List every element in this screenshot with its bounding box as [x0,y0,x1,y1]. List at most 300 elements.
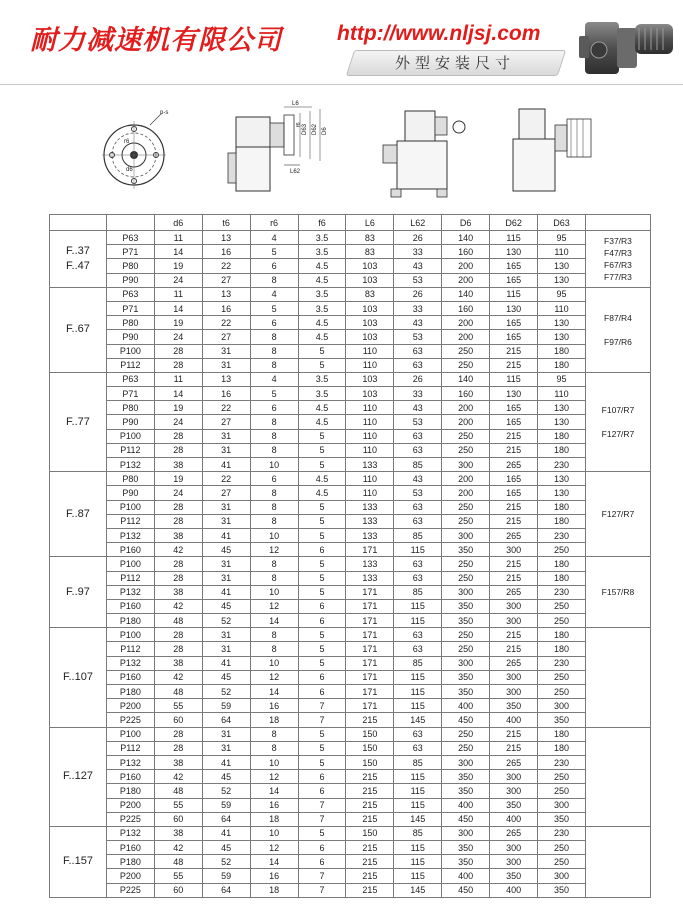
dimension-cell: 8 [250,429,298,443]
dimension-cell: 4.5 [298,486,346,500]
column-header-r6: r6 [250,215,298,231]
table-row [50,316,651,330]
dimension-cell: 31 [202,727,250,741]
dimension-cell: 5 [298,358,346,372]
dimension-cell: 3.5 [298,231,346,245]
dimension-cell: 4.5 [298,259,346,273]
dimension-cell: 300 [538,699,586,713]
flange-size-cell: P71 [106,387,154,401]
dimension-cell: 19 [154,259,202,273]
flange-size-cell: P90 [106,486,154,500]
compatible-models-cell: F107/R7 F127/R7 [585,372,650,471]
dimension-cell: 6 [250,316,298,330]
dimension-cell: 63 [394,514,442,528]
flange-size-cell: P100 [106,344,154,358]
dimension-cell: 16 [250,699,298,713]
dimension-cell: 12 [250,599,298,613]
side-section-drawing [224,95,354,205]
label-n-s: n-s [160,110,169,116]
dimension-cell: 41 [202,458,250,472]
dimension-cell: 171 [346,642,394,656]
dimension-cell: 130 [538,273,586,287]
model-group-cell: F..77 [50,372,107,471]
table-row [50,741,651,755]
dimension-cell: 115 [394,798,442,812]
dimension-cell: 7 [298,798,346,812]
table-row [50,514,651,528]
table-row [50,883,651,897]
label-L6: L6 [292,101,299,107]
dimension-cell: 215 [490,741,538,755]
table-row [50,259,651,273]
dimension-cell: 16 [202,301,250,315]
dimension-cell: 85 [394,826,442,840]
dimension-cell: 5 [298,500,346,514]
dimension-cell: 115 [490,231,538,245]
dimension-cell: 180 [538,557,586,571]
dimension-cell: 110 [538,245,586,259]
dimension-cell: 33 [394,301,442,315]
dimension-cell: 180 [538,741,586,755]
dimension-cell: 350 [538,713,586,727]
dimension-cell: 180 [538,642,586,656]
dimension-cell: 300 [490,599,538,613]
dimension-cell: 350 [538,812,586,826]
dimension-cell: 115 [394,543,442,557]
dimension-cell: 250 [538,614,586,628]
dimension-cell: 165 [490,273,538,287]
dimension-cell: 171 [346,699,394,713]
dimension-cell: 4 [250,231,298,245]
dimension-cell: 180 [538,429,586,443]
dimension-cell: 215 [490,571,538,585]
dimension-cell: 350 [538,883,586,897]
dimension-cell: 60 [154,812,202,826]
dimension-cell: 350 [490,798,538,812]
dimension-cell: 165 [490,401,538,415]
dimension-cell: 5 [250,301,298,315]
table-row [50,500,651,514]
dimension-cell: 8 [250,415,298,429]
dimension-cell: 28 [154,642,202,656]
flange-size-cell: P225 [106,713,154,727]
label-r6: r6 [124,139,130,145]
dimension-cell: 400 [442,699,490,713]
dimension-cell: 4.5 [298,401,346,415]
dimension-cell: 8 [250,486,298,500]
dimension-cell: 52 [202,855,250,869]
dimension-cell: 83 [346,245,394,259]
dimension-cell: 130 [538,330,586,344]
dimension-cell: 250 [538,770,586,784]
dimension-cell: 8 [250,330,298,344]
dimension-cell: 215 [346,713,394,727]
dimension-cell: 215 [490,429,538,443]
dimension-cell: 215 [490,628,538,642]
dimension-cell: 63 [394,429,442,443]
dimension-cell: 265 [490,585,538,599]
table-row [50,642,651,656]
dimension-cell: 165 [490,259,538,273]
dimension-cell: 26 [394,372,442,386]
dimension-cell: 38 [154,755,202,769]
dimension-cell: 85 [394,656,442,670]
dimension-cell: 171 [346,685,394,699]
dimension-cell: 200 [442,415,490,429]
dimension-cell: 63 [394,557,442,571]
dimension-cell: 215 [346,812,394,826]
dimension-cell: 5 [298,429,346,443]
dimension-cell: 145 [394,883,442,897]
flange-size-cell: P180 [106,784,154,798]
dimension-table [49,214,651,898]
dimension-cell: 3.5 [298,287,346,301]
dimension-cell: 43 [394,259,442,273]
dimension-cell: 85 [394,585,442,599]
flange-size-cell: P160 [106,543,154,557]
dimension-cell: 115 [394,770,442,784]
table-row [50,841,651,855]
label-D62: D62 [312,123,318,135]
dimension-cell: 115 [394,869,442,883]
dimension-cell: 3.5 [298,387,346,401]
dimension-cell: 103 [346,259,394,273]
dimension-cell: 165 [490,330,538,344]
dimension-cell: 300 [442,528,490,542]
dimension-cell: 63 [394,571,442,585]
dimension-cell: 63 [394,628,442,642]
compatible-models-cell [585,628,650,727]
dimension-cell: 19 [154,472,202,486]
dimension-cell: 52 [202,614,250,628]
dimension-cell: 33 [394,245,442,259]
dimension-cell: 16 [250,798,298,812]
dimension-cell: 59 [202,798,250,812]
dimension-cell: 31 [202,642,250,656]
dimension-cell: 250 [538,599,586,613]
dimension-cell: 8 [250,571,298,585]
dimension-cell: 230 [538,826,586,840]
dimension-cell: 4.5 [298,415,346,429]
dimension-cell: 171 [346,614,394,628]
dimension-cell: 31 [202,358,250,372]
dimension-cell: 26 [394,231,442,245]
dimension-cell: 8 [250,514,298,528]
dimension-cell: 6 [298,855,346,869]
dimension-cell: 6 [250,259,298,273]
dimension-cell: 350 [442,670,490,684]
table-row [50,670,651,684]
dimension-cell: 350 [490,869,538,883]
label-f6: f6 [296,122,302,127]
column-header [50,215,107,231]
dimension-cell: 110 [346,401,394,415]
dimension-cell: 250 [442,500,490,514]
compatible-models-cell [585,727,650,826]
table-row [50,628,651,642]
dimension-cell: 110 [346,344,394,358]
dimension-cell: 64 [202,883,250,897]
dimension-cell: 350 [442,614,490,628]
dimension-cell: 13 [202,231,250,245]
dimension-cell: 19 [154,401,202,415]
dimension-cell: 28 [154,500,202,514]
dimension-cell: 12 [250,543,298,557]
dimension-cell: 400 [490,812,538,826]
dimension-cell: 110 [346,443,394,457]
dimension-cell: 4.5 [298,472,346,486]
gearmotor-photo-icon [577,6,677,86]
dimension-cell: 6 [250,401,298,415]
dimension-cell: 48 [154,855,202,869]
dimension-cell: 11 [154,287,202,301]
dimension-cell: 200 [442,273,490,287]
column-header [585,215,650,231]
flange-size-cell: P63 [106,231,154,245]
dimension-cell: 8 [250,628,298,642]
dimension-cell: 6 [298,599,346,613]
table-row [50,585,651,599]
dimension-cell: 300 [442,656,490,670]
dimension-cell: 38 [154,528,202,542]
dimension-cell: 7 [298,883,346,897]
dimension-cell: 250 [538,685,586,699]
table-row [50,798,651,812]
dimension-cell: 300 [490,670,538,684]
dimension-cell: 145 [394,713,442,727]
dimension-cell: 130 [538,401,586,415]
label-L62: L62 [290,169,301,175]
dimension-cell: 215 [346,784,394,798]
dimension-cell: 28 [154,557,202,571]
dimension-cell: 110 [346,415,394,429]
table-row [50,855,651,869]
dimension-cell: 350 [442,784,490,798]
dimension-cell: 265 [490,528,538,542]
dimension-cell: 150 [346,826,394,840]
table-row [50,429,651,443]
table-row [50,656,651,670]
dimension-cell: 16 [250,869,298,883]
table-row [50,472,651,486]
dimension-cell: 12 [250,670,298,684]
dimension-cell: 14 [250,855,298,869]
website-url[interactable]: http://www.nljsj.com [337,22,541,45]
dimension-cell: 300 [490,543,538,557]
dimension-cell: 215 [490,514,538,528]
dimension-cell: 215 [346,869,394,883]
dimension-cell: 115 [394,670,442,684]
dimension-cell: 180 [538,344,586,358]
dimension-cell: 450 [442,812,490,826]
dimension-cell: 215 [490,443,538,457]
dimension-cell: 250 [442,344,490,358]
dimension-cell: 41 [202,755,250,769]
table-row [50,458,651,472]
label-d6: d6 [126,167,133,173]
dimension-cell: 5 [298,557,346,571]
dimension-cell: 5 [298,741,346,755]
flange-size-cell: P225 [106,812,154,826]
table-row [50,301,651,315]
dimension-cell: 115 [394,784,442,798]
dimension-cell: 13 [202,287,250,301]
dimension-cell: 400 [490,883,538,897]
dimension-cell: 24 [154,273,202,287]
dimension-cell: 215 [490,642,538,656]
dimension-cell: 27 [202,415,250,429]
dimension-cell: 14 [250,784,298,798]
dimension-cell: 14 [154,387,202,401]
dimension-cell: 171 [346,670,394,684]
dimension-drawings [52,95,602,210]
dimension-cell: 250 [442,628,490,642]
dimension-cell: 215 [346,841,394,855]
dimension-cell: 7 [298,869,346,883]
dimension-cell: 4.5 [298,330,346,344]
dimension-cell: 110 [346,472,394,486]
dimension-cell: 45 [202,670,250,684]
model-group-cell: F..107 [50,628,107,727]
dimension-cell: 5 [298,755,346,769]
dimension-cell: 11 [154,231,202,245]
dimension-cell: 7 [298,713,346,727]
dimension-cell: 103 [346,330,394,344]
dimension-cell: 140 [442,231,490,245]
table-row [50,528,651,542]
dimension-cell: 22 [202,259,250,273]
dimension-cell: 4.5 [298,316,346,330]
dimension-cell: 350 [442,770,490,784]
dimension-cell: 95 [538,372,586,386]
dimension-cell: 160 [442,301,490,315]
label-D6: D6 [322,127,328,135]
flange-size-cell: P112 [106,514,154,528]
dimension-cell: 41 [202,585,250,599]
dimension-cell: 115 [394,599,442,613]
dimension-cell: 5 [298,443,346,457]
flange-size-cell: P63 [106,372,154,386]
dimension-cell: 43 [394,472,442,486]
dimension-cell: 250 [442,514,490,528]
dimension-cell: 63 [394,443,442,457]
compatible-models-cell: F127/R7 [585,472,650,557]
dimension-cell: 16 [202,387,250,401]
dimension-cell: 400 [442,869,490,883]
dimension-cell: 28 [154,443,202,457]
dimension-cell: 103 [346,273,394,287]
table-row [50,784,651,798]
table-row [50,713,651,727]
model-group-cell: F..87 [50,472,107,557]
flange-size-cell: P112 [106,358,154,372]
dimension-cell: 60 [154,713,202,727]
dimension-cell: 42 [154,841,202,855]
table-row [50,826,651,840]
dimension-cell: 250 [538,855,586,869]
dimension-cell: 6 [298,670,346,684]
dimension-cell: 14 [154,245,202,259]
dimension-cell: 22 [202,401,250,415]
dimension-cell: 130 [490,245,538,259]
page-header [0,0,683,85]
assembly-view-2-drawing [497,103,607,203]
dimension-cell: 133 [346,528,394,542]
header-divider [0,84,683,85]
flange-size-cell: P180 [106,685,154,699]
dimension-cell: 31 [202,628,250,642]
dimension-cell: 215 [490,358,538,372]
flange-size-cell: P80 [106,401,154,415]
dimension-cell: 27 [202,273,250,287]
dimension-cell: 28 [154,628,202,642]
dimension-cell: 83 [346,231,394,245]
dimension-cell: 133 [346,571,394,585]
dimension-cell: 171 [346,656,394,670]
dimension-cell: 28 [154,514,202,528]
dimension-cell: 110 [346,358,394,372]
dimension-cell: 42 [154,543,202,557]
dimension-cell: 171 [346,585,394,599]
dimension-cell: 230 [538,656,586,670]
dimension-cell: 265 [490,826,538,840]
dimension-cell: 103 [346,387,394,401]
flange-size-cell: P200 [106,798,154,812]
dimension-cell: 180 [538,514,586,528]
dimension-cell: 300 [442,755,490,769]
dimension-cell: 28 [154,429,202,443]
dimension-cell: 115 [394,855,442,869]
table-row [50,755,651,769]
table-row [50,599,651,613]
column-header-L62: L62 [394,215,442,231]
dimension-cell: 230 [538,528,586,542]
dimension-cell: 3.5 [298,301,346,315]
dimension-cell: 85 [394,755,442,769]
dimension-cell: 171 [346,543,394,557]
flange-size-cell: P80 [106,316,154,330]
table-row [50,344,651,358]
dimension-cell: 200 [442,316,490,330]
dimension-cell: 45 [202,841,250,855]
dimension-cell: 400 [442,798,490,812]
dimension-cell: 10 [250,458,298,472]
dimension-cell: 180 [538,358,586,372]
dimension-cell: 250 [442,571,490,585]
dimension-cell: 24 [154,330,202,344]
dimension-cell: 27 [202,486,250,500]
dimension-cell: 28 [154,344,202,358]
dimension-cell: 145 [394,812,442,826]
dimension-cell: 48 [154,614,202,628]
column-header-D63: D63 [538,215,586,231]
flange-size-cell: P180 [106,614,154,628]
dimension-cell: 165 [490,486,538,500]
dimension-cell: 215 [490,344,538,358]
dimension-cell: 103 [346,316,394,330]
flange-size-cell: P112 [106,571,154,585]
table-row [50,443,651,457]
dimension-cell: 200 [442,486,490,500]
dimension-cell: 110 [538,387,586,401]
flange-size-cell: P112 [106,642,154,656]
dimension-cell: 103 [346,301,394,315]
dimension-cell: 350 [442,841,490,855]
dimension-cell: 8 [250,642,298,656]
dimension-cell: 28 [154,358,202,372]
dimension-cell: 215 [346,855,394,869]
dimension-cell: 215 [346,883,394,897]
